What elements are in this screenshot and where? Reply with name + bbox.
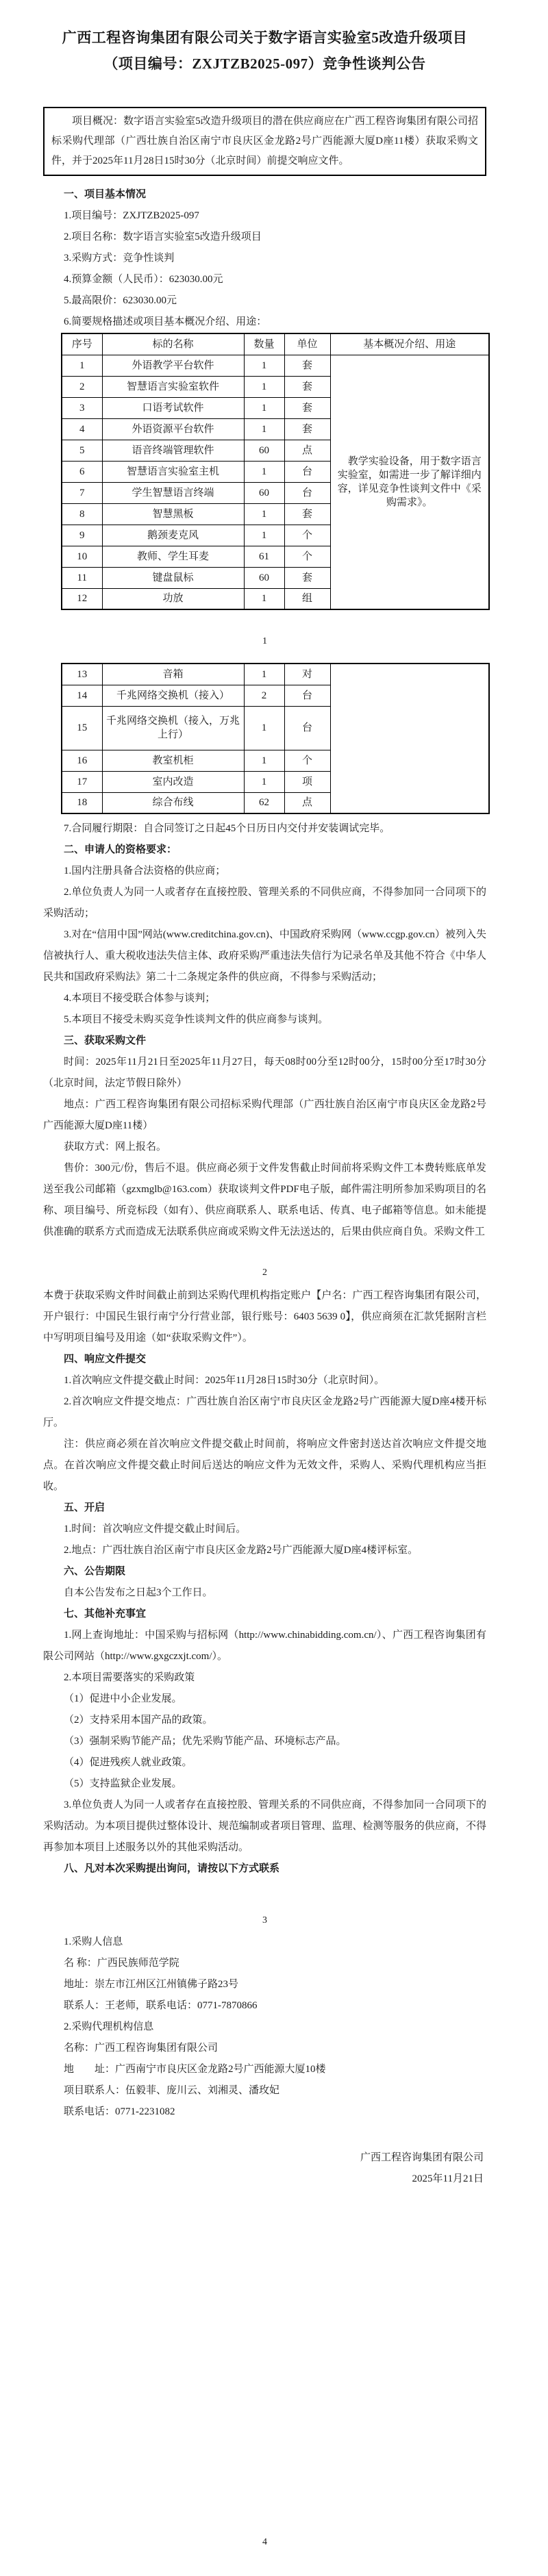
cell-seq: 4 xyxy=(62,418,102,440)
cell-qty: 1 xyxy=(244,355,284,376)
page-number-4: 4 xyxy=(262,2537,267,2547)
usage-note-cell-continued xyxy=(330,664,489,813)
project-overview-box xyxy=(43,107,486,176)
agent-phone: 联系电话：0771-2231082 xyxy=(64,2106,175,2117)
signature-company: 广西工程咨询集团有限公司 xyxy=(360,2152,484,2163)
section7-heading: 七、其他补充事宜 xyxy=(64,1608,147,1619)
cell-name: 音箱 xyxy=(102,664,244,685)
cell-qty: 60 xyxy=(244,440,284,461)
cell-seq: 9 xyxy=(62,525,102,546)
response-place: 2.首次响应文件提交地点：广西壮族自治区南宁市良庆区金龙路2号广西能源大厦D座4楼开标厅。 xyxy=(43,1396,486,1428)
cell-unit: 个 xyxy=(284,546,330,567)
cell-seq: 12 xyxy=(62,588,102,609)
cell-name: 室内改造 xyxy=(102,771,244,792)
page-number-3: 3 xyxy=(262,1915,267,1925)
cell-qty: 1 xyxy=(244,750,284,771)
header-unit: 单位 xyxy=(284,333,330,355)
cell-qty: 1 xyxy=(244,461,284,482)
section2-heading: 二、申请人的资格要求： xyxy=(64,844,177,855)
section3-heading: 三、获取采购文件 xyxy=(64,1035,147,1046)
doc-price-part1: 售价：300元/份，售后不退。供应商必须于文件发售截止时间前将采购文件工本费转账底单发送至我公司邮箱（gzxmglb@163.com）获取谈判文件PDF电子版，邮件需注明所参加采购项目的名称、项目编号、所竞标段（如有）、供应商联系人、联系电话、传真、电子邮箱等信息。如未能提供准确的联系方式而造成无法联系供应商或采购文件无法送达的，后果由供应商自负。采购文件工 xyxy=(43,1163,486,1237)
project-name: 2.项目名称：数字语言实验室5改造升级项目 xyxy=(64,231,262,242)
cell-name: 键盘鼠标 xyxy=(102,567,244,588)
table-row xyxy=(62,664,489,685)
cell-unit: 个 xyxy=(284,525,330,546)
cell-unit: 点 xyxy=(284,792,330,813)
header-seq: 序号 xyxy=(62,333,102,355)
cell-seq: 18 xyxy=(62,792,102,813)
cell-name: 口语考试软件 xyxy=(102,397,244,418)
cell-qty: 1 xyxy=(244,397,284,418)
doc-obtain-place: 地点：广西工程咨询集团有限公司招标采购代理部（广西壮族自治区南宁市良庆区金龙路2号广西能源大厦D座11楼） xyxy=(43,1099,486,1131)
cell-seq: 17 xyxy=(62,771,102,792)
section4-heading: 四、响应文件提交 xyxy=(64,1354,147,1365)
title-line-2: （项目编号：ZXJTZB2025-097）竞争性谈判公告 xyxy=(103,55,426,72)
cell-unit: 台 xyxy=(284,706,330,750)
cell-unit: 对 xyxy=(284,664,330,685)
online-query-address: 1.网上查询地址：中国采购与招标网（http://www.chinabidding.com.cn/）、广西工程咨询集团有限公司网站（http://www.gxgczxjt.com/）。 xyxy=(43,1630,486,1662)
signature-block xyxy=(43,2147,486,2190)
cell-name: 外语资源平台软件 xyxy=(102,418,244,440)
cell-qty: 60 xyxy=(244,482,284,503)
buyer-info-title: 1.采购人信息 xyxy=(64,1936,123,1947)
cell-unit: 套 xyxy=(284,418,330,440)
header-note: 基本概况介绍、用途 xyxy=(330,333,489,355)
cell-qty: 1 xyxy=(244,771,284,792)
cell-qty: 2 xyxy=(244,685,284,706)
section5-heading: 五、开启 xyxy=(64,1502,105,1513)
cell-qty: 61 xyxy=(244,546,284,567)
qualification-3: 3.对在“信用中国”网站(www.creditchina.gov.cn)、中国政府采购网（www.ccgp.gov.cn）被列入失信被执行人、重大税收违法失信主体、政府采购严重违法失信行为记录名单及其他不符合《中华人民共和国政府采购法》第二十二条规定条件的供应商，不得参与采购活动； xyxy=(43,929,486,983)
policy-5: （5）支持监狱企业发展。 xyxy=(64,1778,182,1789)
table-header-row xyxy=(62,333,489,355)
qualification-2: 2.单位负责人为同一人或者存在直接控股、管理关系的不同供应商，不得参加同一合同项下的采购活动； xyxy=(43,887,486,919)
budget-amount: 4.预算金额（人民币）：623030.00元 xyxy=(64,274,223,285)
cell-unit: 套 xyxy=(284,397,330,418)
cell-seq: 11 xyxy=(62,567,102,588)
cell-name: 综合布线 xyxy=(102,792,244,813)
section8-heading: 八、凡对本次采购提出询问，请按以下方式联系 xyxy=(64,1863,280,1874)
cell-seq: 3 xyxy=(62,397,102,418)
cell-name: 智慧语言实验室主机 xyxy=(102,461,244,482)
cell-name: 教师、学生耳麦 xyxy=(102,546,244,567)
qualification-1: 1.国内注册具备合法资格的供应商； xyxy=(64,866,226,876)
response-note: 注：供应商必须在首次响应文件提交截止时间前，将响应文件密封送达首次响应文件提交地点。在首次响应文件提交截止时间后送达的响应文件为无效文件，采购人、采购代理机构应当拒收。 xyxy=(43,1439,486,1492)
section1-heading: 一、项目基本情况 xyxy=(64,189,147,200)
policy-4: （4）促进残疾人就业政策。 xyxy=(64,1757,192,1768)
cell-qty: 1 xyxy=(244,503,284,525)
usage-note-cell: 教学实验设备，用于数字语言实验室，如需进一步了解详细内容，详见竞争性谈判文件中《采购需求》。 xyxy=(330,355,489,609)
cell-qty: 1 xyxy=(244,418,284,440)
cell-seq: 13 xyxy=(62,664,102,685)
cell-seq: 5 xyxy=(62,440,102,461)
announcement-period: 自本公告发布之日起3个工作日。 xyxy=(64,1587,213,1598)
header-qty: 数量 xyxy=(244,333,284,355)
cell-unit: 套 xyxy=(284,503,330,525)
agent-address: 地 址：广西南宁市良庆区金龙路2号广西能源大厦10楼 xyxy=(64,2064,326,2075)
project-number: 1.项目编号：ZXJTZB2025-097 xyxy=(64,210,199,221)
supplement-3: 3.单位负责人为同一人或者存在直接控股、管理关系的不同供应商，不得参加同一合同项下的采购活动。为本项目提供过整体设计、规范编制或者项目管理、监理、检测等服务的供应商，不得再参加本项目上述服务以外的其他采购活动。 xyxy=(43,1800,486,1853)
table-row xyxy=(62,355,489,376)
buyer-address: 地址：崇左市江州区江州镇佛子路23号 xyxy=(64,1979,239,1990)
project-overview-text: 项目概况：数字语言实验室5改造升级项目的潜在供应商应在广西工程咨询集团有限公司招标采购代理部（广西壮族自治区南宁市良庆区金龙路2号广西能源大厦D座11楼）获取采购文件，并于2025年11月28日15时30分（北京时间）前提交响应文件。 xyxy=(51,116,478,166)
procurement-method: 3.采购方式：竞争性谈判 xyxy=(64,253,175,264)
cell-qty: 1 xyxy=(244,376,284,397)
agent-info-title: 2.采购代理机构信息 xyxy=(64,2021,154,2032)
cell-name: 外语教学平台软件 xyxy=(102,355,244,376)
cell-unit: 台 xyxy=(284,482,330,503)
agent-name: 名称：广西工程咨询集团有限公司 xyxy=(64,2043,219,2054)
buyer-contact: 联系人：王老师，联系电话：0771-7870866 xyxy=(64,2000,258,2011)
title-line-1: 广西工程咨询集团有限公司关于数字语言实验室5改造升级项目 xyxy=(62,29,468,46)
cell-qty: 62 xyxy=(244,792,284,813)
cell-unit: 项 xyxy=(284,771,330,792)
policy-intro: 2.本项目需要落实的采购政策 xyxy=(64,1672,195,1683)
spec-intro-label: 6.简要规格描述或项目基本概况介绍、用途： xyxy=(64,316,267,327)
page-number-2: 2 xyxy=(262,1267,267,1278)
cell-seq: 2 xyxy=(62,376,102,397)
cell-qty: 1 xyxy=(244,706,284,750)
cell-seq: 6 xyxy=(62,461,102,482)
cell-name: 功放 xyxy=(102,588,244,609)
buyer-name: 名 称：广西民族师范学院 xyxy=(64,1958,179,1969)
qualification-5: 5.本项目不接受未购买竞争性谈判文件的供应商参与谈判。 xyxy=(64,1014,329,1025)
opening-time: 1.时间：首次响应文件提交截止时间后。 xyxy=(64,1524,247,1535)
header-name: 标的名称 xyxy=(102,333,244,355)
cell-name: 语音终端管理软件 xyxy=(102,440,244,461)
cell-unit: 点 xyxy=(284,440,330,461)
response-deadline: 1.首次响应文件提交截止时间：2025年11月28日15时30分（北京时间）。 xyxy=(64,1375,385,1386)
cell-seq: 14 xyxy=(62,685,102,706)
cell-unit: 套 xyxy=(284,376,330,397)
cell-name: 鹅颈麦克风 xyxy=(102,525,244,546)
cell-unit: 组 xyxy=(284,588,330,609)
opening-place: 2.地点：广西壮族自治区南宁市良庆区金龙路2号广西能源大厦D座4楼评标室。 xyxy=(64,1545,419,1556)
cell-seq: 15 xyxy=(62,706,102,750)
cell-name: 智慧黑板 xyxy=(102,503,244,525)
cell-unit: 套 xyxy=(284,567,330,588)
qualification-4: 4.本项目不接受联合体参与谈判； xyxy=(64,993,216,1004)
cell-seq: 7 xyxy=(62,482,102,503)
cell-name: 千兆网络交换机（接入，万兆上行） xyxy=(102,706,244,750)
cell-unit: 台 xyxy=(284,685,330,706)
price-ceiling: 5.最高限价：623030.00元 xyxy=(64,295,177,306)
cell-name: 教室机柜 xyxy=(102,750,244,771)
cell-seq: 10 xyxy=(62,546,102,567)
cell-qty: 60 xyxy=(244,567,284,588)
cell-seq: 8 xyxy=(62,503,102,525)
cell-unit: 套 xyxy=(284,355,330,376)
signature-date: 2025年11月21日 xyxy=(412,2173,484,2184)
policy-3: （3）强制采购节能产品；优先采购节能产品、环境标志产品。 xyxy=(64,1736,347,1747)
document-title xyxy=(43,25,486,77)
cell-qty: 1 xyxy=(244,664,284,685)
policy-1: （1）促进中小企业发展。 xyxy=(64,1693,182,1704)
cell-qty: 1 xyxy=(244,588,284,609)
cell-seq: 1 xyxy=(62,355,102,376)
agent-contacts: 项目联系人：伍毅菲、庞川云、刘湘灵、潘玫妃 xyxy=(64,2085,280,2096)
cell-name: 千兆网络交换机（接入） xyxy=(102,685,244,706)
doc-price-part2: 本费于获取采购文件时间截止前到达采购代理机构指定账户【户名：广西工程咨询集团有限公司，开户银行：中国民生银行南宁分行营业部，银行账号：6403 5639 0】，供应商须在汇款凭据附言栏中写明项目编号及用途（如“获取采购文件”）。 xyxy=(43,1290,486,1343)
page-number-1: 1 xyxy=(262,636,267,646)
policy-2: （2）支持采用本国产品的政策。 xyxy=(64,1715,213,1726)
cell-qty: 1 xyxy=(244,525,284,546)
items-table-page2 xyxy=(61,663,490,814)
cell-unit: 个 xyxy=(284,750,330,771)
doc-obtain-time: 时间：2025年11月21日至2025年11月27日，每天08时00分至12时00分，15时00分至17时30分（北京时间，法定节假日除外） xyxy=(43,1057,486,1089)
cell-name: 学生智慧语言终端 xyxy=(102,482,244,503)
cell-unit: 台 xyxy=(284,461,330,482)
cell-seq: 16 xyxy=(62,750,102,771)
contract-period: 7.合同履行期限：自合同签订之日起45个日历日内交付并安装调试完毕。 xyxy=(64,823,390,834)
section6-heading: 六、公告期限 xyxy=(64,1566,126,1577)
doc-obtain-method: 获取方式：网上报名。 xyxy=(64,1141,167,1152)
items-table-page1 xyxy=(61,333,490,610)
cell-name: 智慧语言实验室软件 xyxy=(102,376,244,397)
